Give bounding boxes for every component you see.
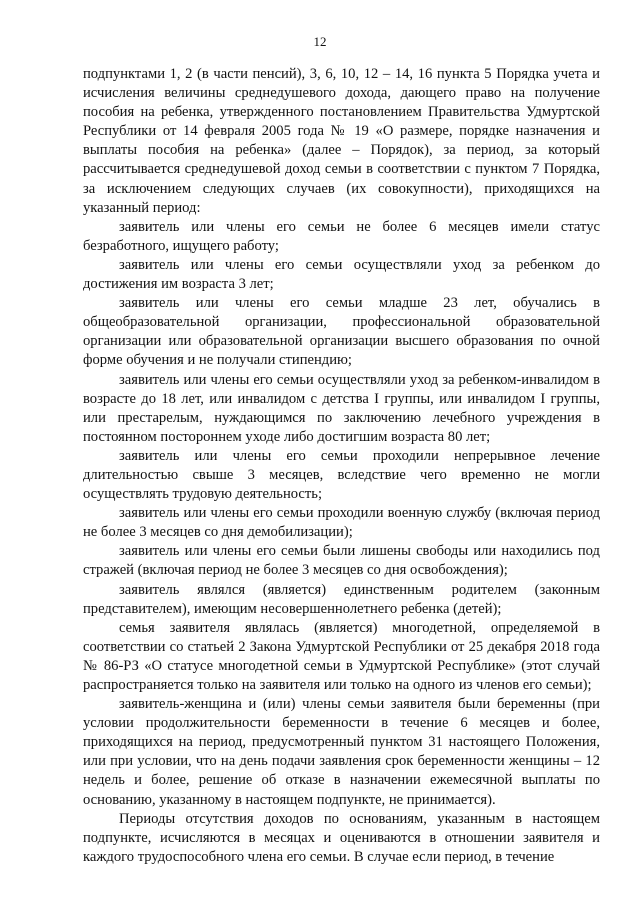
page-number: 12: [313, 34, 327, 49]
body-text: [83, 65, 600, 867]
paragraph-continuation: подпунктами 1, 2 (в части пенсий), 3, 6, 10, 12 – 14, 16 пункта 5 Порядка учета и исчисления величины среднедушевого дохода, дающего право на получение пособия на ребенка, утвержденного постановлением Правительства Удмуртской Республики от 14 февраля 2005 года № 19 «О размере, порядке назначения и выплаты пособия на ребенка» (далее – Порядок), за период, за который рассчитывается среднедушевой доход семьи в соответствии с пунктом 7 Порядка, за исключением следующих случаев (их совокупности), приходящихся на указанный период:: [83, 66, 600, 216]
list-item-imprisonment: заявитель или члены его семьи были лишены свободы или находились под стражей (включая период не более 3 месяцев со дня освобождения);: [83, 543, 600, 579]
list-item-unemployed: заявитель или члены его семьи не более 6 месяцев имели статус безработного, ищущего работу;: [83, 218, 600, 254]
list-item-single-parent: заявитель являлся (является) единственным родителем (законным представителем), имеющим несовершеннолетнего ребенка (детей);: [83, 581, 600, 617]
list-item-care-disabled: заявитель или члены его семьи осуществляли уход за ребенком-инвалидом в возрасте до 18 лет, или инвалидом с детства I группы, или инвалидом I группы, или престарелым, нуждающимся по заключению лечебного учреждения в постоянном постороннем уходе либо достигшим возраста 80 лет;: [83, 371, 600, 445]
list-item-pregnancy: заявитель-женщина и (или) члены семьи заявителя были беременны (при условии продолжительности беременности в течение 6 месяцев и более, приходящихся на период, предусмотренный пунктом 31 настоящего Положения, или при условии, что на день подачи заявления срок беременности женщины – 12 недель и более, решение об отказе в назначении ежемесячной выплаты по основанию, указанному в настоящем подпункте, не принимается).: [83, 696, 600, 808]
list-item-treatment: заявитель или члены его семьи проходили непрерывное лечение длительностью свыше 3 месяцев, вследствие чего временно не могли осуществлять трудовую деятельность;: [83, 447, 600, 503]
list-item-large-family: семья заявителя являлась (является) многодетной, определяемой в соответствии со статьей 2 Закона Удмуртской Республики от 25 декабря 2018 года № 86-РЗ «О статусе многодетной семьи в Удмуртской Республике» (этот случай распространяется только на заявителя или только на одного из членов его семьи);: [83, 619, 600, 693]
paragraph-periods: Периоды отсутствия доходов по основаниям, указанным в настоящем подпункте, исчисляются в месяцах и оцениваются в отношении заявителя и каждого трудоспособного члена его семьи. В случае если период, в течение: [83, 810, 600, 865]
list-item-students: заявитель или члены его семьи младше 23 лет, обучались в общеобразовательной организации, профессиональной образовательной организации или образовательной организации высшего образования по очной форме обучения и не получали стипендию;: [83, 295, 600, 369]
list-item-childcare: заявитель или члены его семьи осуществляли уход за ребенком до достижения им возраста 3 лет;: [83, 256, 600, 293]
list-item-military: заявитель или члены его семьи проходили военную службу (включая период не более 3 месяцев со дня демобилизации);: [83, 505, 600, 541]
